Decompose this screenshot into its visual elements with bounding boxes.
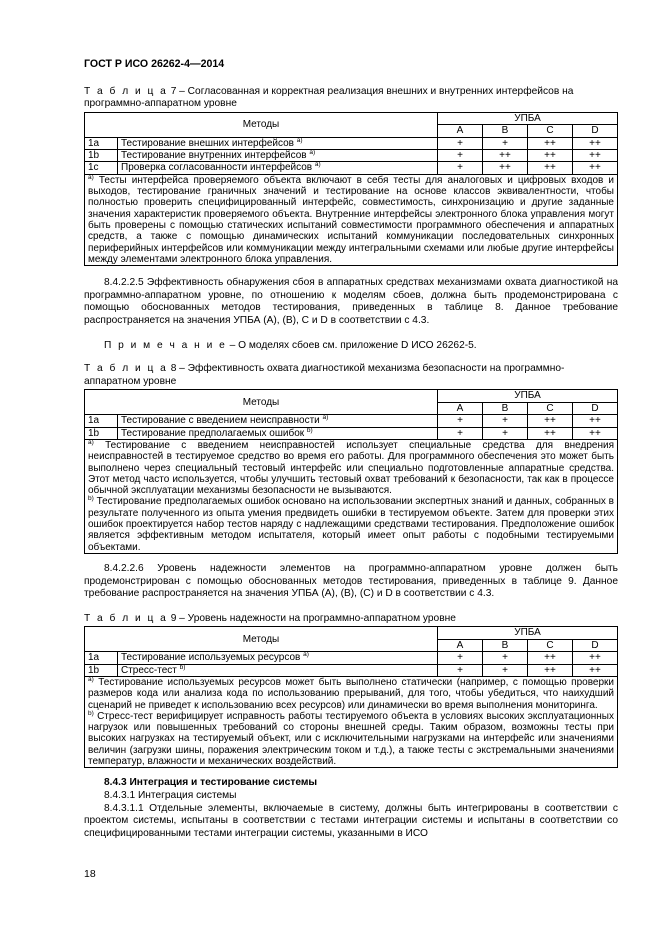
row-value-c: ++ xyxy=(528,150,573,162)
row-value-d: ++ xyxy=(573,652,618,664)
table7-level-a: A xyxy=(438,125,483,137)
page-number: 18 xyxy=(84,868,96,880)
row-value-b: + xyxy=(483,664,528,676)
row-value-a: + xyxy=(438,415,483,427)
row-method: Тестирование с введением неисправности $^{a)}$ xyxy=(118,415,438,427)
row-value-b: + xyxy=(483,415,528,427)
table8-caption-prefix: Т а б л и ц а xyxy=(84,363,168,375)
row-value-a: + xyxy=(438,427,483,439)
row-value-d: ++ xyxy=(573,415,618,427)
row-value-c: ++ xyxy=(528,664,573,676)
row-value-a: + xyxy=(438,664,483,676)
table8-footnote-b: $^{b)}$ Тестирование предполагаемых ошибок основано на использовании экспертных знаний и данных, собранных в результате полученного из опыта умения предвидеть ошибки в тестируемом объекте. Затем для проверки этих ошибок проектируется набор тестов наряду с надлежащими средствами тестирования. Предположение ошибок является эффективным методом испытателя, который имеет опыт работы с подобными тестируемыми объектами. xyxy=(88,495,614,553)
document-page xyxy=(84,58,618,840)
table7-level-d: D xyxy=(573,125,618,137)
table9-footnote-a: $^{a)}$ Тестирование используемых ресурсов может быть выполнено статически (например, с помощью проверки размеров кода или анализа кода по использованию прерываний, для того, чтобы убедиться, что наихудший сценарий не приведет к использованию всех ресурсов) или динамически во время выполнения мониторинга. xyxy=(88,675,615,711)
document-header: ГОСТ Р ИСО 26262-4—2014 xyxy=(84,58,225,70)
note-label: П р и м е ч а н и е xyxy=(104,339,227,351)
row-method: Стресс-тест $^{b)}$ xyxy=(118,664,438,676)
table9-footnotes xyxy=(85,676,618,767)
table8-methods-header: Методы xyxy=(85,390,438,415)
table9-caption-prefix: Т а б л и ц а xyxy=(84,612,168,624)
table8-footnote-a: $^{a)}$ Тестирование с введением неисправностей использует специальные средства для внедрения неисправностей в тестируемое средство во время его работы. Для программного обеспечения это может быть выполнено через специальный тестовый интерфейс или специально подготовленные аппаратные средства. Этот метод часто используется, чтобы улучшить тестовый охват требований к безопасности, так как в процессе обычной эксплуатации механизмы безопасности не вызываются. xyxy=(88,438,615,497)
table9-level-b: B xyxy=(483,639,528,651)
table9-level-d: D xyxy=(573,639,618,651)
table8 xyxy=(84,389,618,554)
paragraph-8-4-2-2-5: 8.4.2.2.5 Эффективность обнаружения сбоя в аппаратных средствах механизмами охвата диагностикой на программно-аппаратном уровне, по отношению к моделям сбоев, должна быть продемонстрирована с помощью обоснованных методов тестирования, приведенных в таблице 8. Данное требование распространяется на значения УПБА (A), (B), C и D в соответствии с 4.3. xyxy=(84,277,618,326)
row-value-c: ++ xyxy=(528,137,573,149)
table8-level-a: A xyxy=(438,402,483,414)
row-method: Тестирование предполагаемых ошибок $^{b)}$ xyxy=(118,427,438,439)
table7-methods-header: Методы xyxy=(85,112,438,137)
table8-level-c: C xyxy=(528,402,573,414)
paragraph-8-4-2-2-6: 8.4.2.2.6 Уровень надежности элементов на программно-аппаратном уровне должен быть продемонстрирован с помощью обоснованных методов тестирования, приведенных в таблице 9. Данное требование распространяется на значения УПБА (A), (B), (C) и D в соответствии с 4.3. xyxy=(84,562,618,600)
table9-caption xyxy=(84,613,618,626)
table9-methods-header: Методы xyxy=(85,627,438,652)
row-value-d: ++ xyxy=(573,150,618,162)
table7-level-b: B xyxy=(483,125,528,137)
table-row xyxy=(85,162,618,174)
table-row xyxy=(85,415,618,427)
table7-caption-prefix: Т а б л и ц а xyxy=(84,85,168,97)
table-row xyxy=(85,652,618,664)
subsection-heading-8-4-3-1: 8.4.3.1 Интеграция системы xyxy=(104,789,237,801)
table9-footnote-b: $^{b)}$ Стресс-тест верифицирует исправность работы тестируемого объекта в условиях высоких эксплуатационных нагрузок или повышенных требований со стороны внешней среды. Таким образом, возможны тесты при высоких нагрузках на тестируемый объект, или с исключительными нагрузками на интерфейс или значениями величин (загрузки шины, поражения электрическим током и т.д.), а также тесты с экстремальными значениями температур, влажности и механических воздействий. xyxy=(88,709,614,768)
row-value-a: + xyxy=(438,137,483,149)
table9-level-a: A xyxy=(438,639,483,651)
table-row xyxy=(85,150,618,162)
row-value-d: ++ xyxy=(573,664,618,676)
row-value-c: ++ xyxy=(528,162,573,174)
row-id: 1b xyxy=(85,427,118,439)
row-value-c: ++ xyxy=(528,427,573,439)
table-row xyxy=(85,427,618,439)
table7-caption xyxy=(84,86,618,111)
table8-caption xyxy=(84,363,618,388)
row-value-b: + xyxy=(483,137,528,149)
row-id: 1a xyxy=(85,415,118,427)
row-value-b: + xyxy=(483,652,528,664)
row-method: Тестирование используемых ресурсов $^{a)}$ xyxy=(118,652,438,664)
table7-footnote: $^{a)}$ Тесты интерфейса проверяемого объекта включают в себя тесты для аналоговых и цифровых входов и выходов, тестирование граничных значений и тестирование на основе классов эквивалентности, чтобы полностью проверить специфицированный интерфейс, совместимость, синхронизацию и другие заданные значения характеристик проверяемого объекта. Внутренние интерфейсы электронного блока управления могут быть проверены с помощью статических испытаний совместимости программного обеспечения и аппаратных средств, а также с помощью динамических испытаний коммуникации последовательных синхронных периферийных интерфейсов или коммуникации между интегральными схемами или любые другие интерфейсы между элементами электронного блока управления. xyxy=(85,174,618,265)
row-id: 1c xyxy=(85,162,118,174)
row-id: 1a xyxy=(85,137,118,149)
table9 xyxy=(84,626,618,768)
row-value-a: + xyxy=(438,652,483,664)
row-value-b: ++ xyxy=(483,162,528,174)
row-value-d: ++ xyxy=(573,137,618,149)
row-id: 1b xyxy=(85,664,118,676)
section-heading-8-4-3: 8.4.3 Интеграция и тестирование системы xyxy=(104,777,318,789)
row-value-b: ++ xyxy=(483,150,528,162)
table7-level-c: C xyxy=(528,125,573,137)
table9-caption-text: 9 – Уровень надежности на программно-аппаратном уровне xyxy=(170,612,456,624)
row-method: Проверка согласованности интерфейсов $^{a)}$ xyxy=(118,162,438,174)
row-method: Тестирование внутренних интерфейсов $^{a)}$ xyxy=(118,150,438,162)
table8-level-d: D xyxy=(573,402,618,414)
table7-asil-header: УПБА xyxy=(438,112,618,124)
row-id: 1b xyxy=(85,150,118,162)
table9-level-c: C xyxy=(528,639,573,651)
table8-footnotes xyxy=(85,439,618,553)
table7 xyxy=(84,112,618,266)
table8-caption-text: 8 – Эффективность охвата диагностикой механизма безопасности на программно-аппаратном уровне xyxy=(84,363,565,387)
note-text: – О моделях сбоев см. приложение D ИСО 26262-5. xyxy=(229,339,477,351)
table-row xyxy=(85,664,618,676)
row-method: Тестирование внешних интерфейсов $^{a)}$ xyxy=(118,137,438,149)
row-value-c: ++ xyxy=(528,652,573,664)
note-line xyxy=(84,340,618,353)
row-value-c: ++ xyxy=(528,415,573,427)
table9-asil-header: УПБА xyxy=(438,627,618,639)
row-value-b: + xyxy=(483,427,528,439)
row-value-a: + xyxy=(438,150,483,162)
row-value-d: ++ xyxy=(573,427,618,439)
row-value-a: + xyxy=(438,162,483,174)
row-id: 1a xyxy=(85,652,118,664)
table7-caption-text: 7 – Согласованная и корректная реализация внешних и внутренних интерфейсов на программно-аппаратном уровне xyxy=(84,85,574,110)
table8-level-b: B xyxy=(483,402,528,414)
table-row xyxy=(85,137,618,149)
table8-asil-header: УПБА xyxy=(438,390,618,402)
row-value-d: ++ xyxy=(573,162,618,174)
paragraph-8-4-3-1-1: 8.4.3.1.1 Отдельные элементы, включаемые в систему, должны быть интегрированы в соответствии с проектом системы, испытаны в соответствии с тестами интеграции системы и испытаны в соответствии со специфицированными тестами интеграции системы, указанными в ИСО xyxy=(84,802,618,839)
